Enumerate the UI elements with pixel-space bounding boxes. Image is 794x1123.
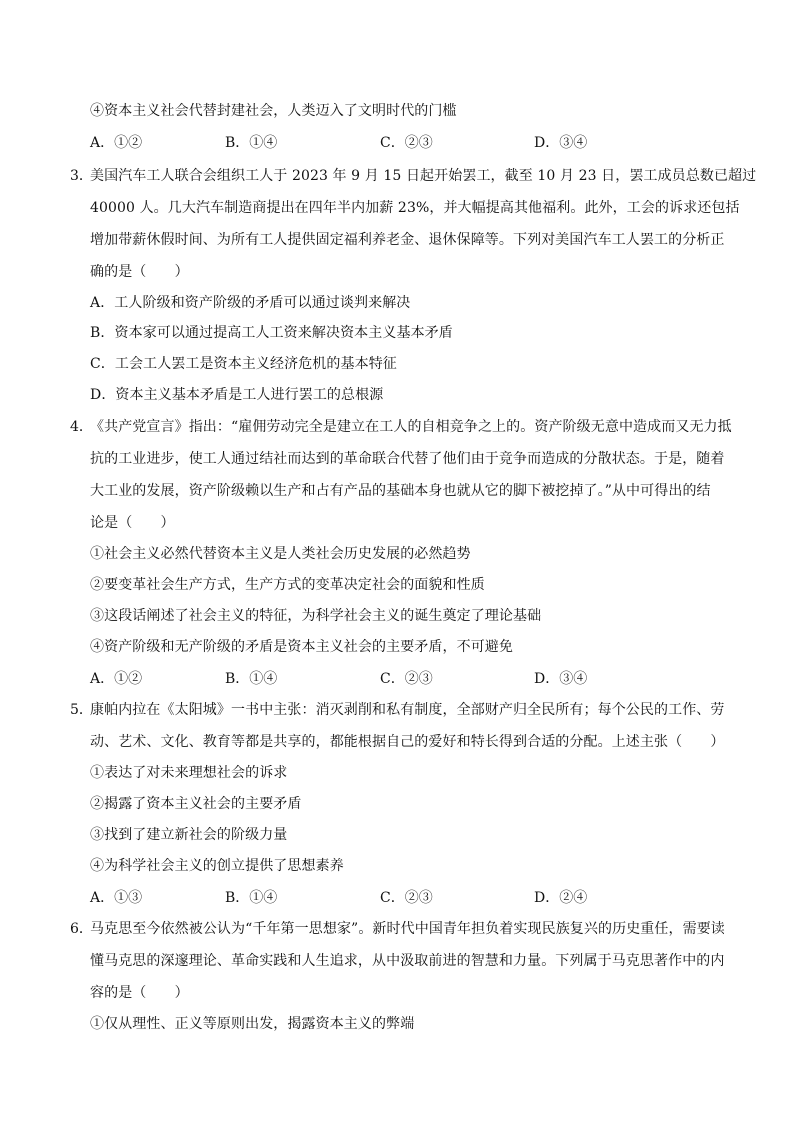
q6-item-1: ①仅从理性、正义等原则出发，揭露资本主义的弊端 bbox=[90, 1016, 415, 1032]
q4-option-a: A．①② bbox=[90, 671, 143, 687]
q3-choice-a: A．工人阶级和资产阶级的矛盾可以通过谈判来解决 bbox=[90, 295, 411, 311]
q4-option-d: D．③④ bbox=[534, 671, 588, 687]
q5-item-3: ③找到了建立新社会的阶级力量 bbox=[90, 827, 288, 843]
q2-option-a: A．①② bbox=[90, 135, 143, 151]
q2-option-d: D．③④ bbox=[534, 135, 588, 151]
q3-number: 3． bbox=[70, 168, 93, 184]
q5-option-a: A．①③ bbox=[90, 890, 143, 906]
q3-stem-line-2: 40000 人。几大汽车制造商提出在四年半内加薪 23%，并大幅提高其他福利。此外，工会的诉求还包括 bbox=[90, 200, 740, 216]
q4-option-c: C．②③ bbox=[380, 671, 433, 687]
q4-stem-line-2: 抗的工业进步，使工人通过结社而达到的革命联合代替了他们由于竞争而造成的分散状态。于是，随着 bbox=[90, 451, 725, 467]
q4-item-1: ①社会主义必然代替资本主义是人类社会历史发展的必然趋势 bbox=[90, 546, 471, 562]
q3-stem-line-1: 美国汽车工人联合会组织工人于 2023 年 9 月 15 日起开始罢工，截至 10 月 23 日，罢工成员总数已超过 bbox=[90, 168, 757, 184]
q4-option-b: B．①④ bbox=[225, 671, 278, 687]
q3-choice-b: B．资本家可以通过提高工人工资来解决资本主义基本矛盾 bbox=[90, 325, 453, 341]
q5-stem-line-2: 动、艺术、文化、教育等都是共享的，都能根据自己的爱好和特长得到合适的分配。上述主张（ ） bbox=[90, 734, 725, 750]
q5-number: 5． bbox=[70, 702, 93, 718]
q5-option-d: D．②④ bbox=[534, 890, 588, 906]
q4-stem-line-4: 论是（ ） bbox=[90, 515, 175, 531]
q3-choice-d: D．资本主义基本矛盾是工人进行罢工的总根源 bbox=[90, 387, 384, 403]
q6-stem-line-2: 懂马克思的深邃理论、革命实践和人生追求，从中汲取前进的智慧和力量。下列属于马克思著作中的内 bbox=[90, 953, 725, 969]
q3-stem-line-3: 增加带薪休假时间、为所有工人提供固定福利养老金、退休保障等。下列对美国汽车工人罢工的分析正 bbox=[90, 232, 725, 248]
q4-item-2: ②要变革社会生产方式，生产方式的变革决定社会的面貌和性质 bbox=[90, 577, 485, 593]
q4-stem-line-3: 大工业的发展，资产阶级赖以生产和占有产品的基础本身也就从它的脚下被挖掉了。”从中可得出的结 bbox=[90, 483, 711, 499]
q5-item-2: ②揭露了资本主义社会的主要矛盾 bbox=[90, 796, 302, 812]
q2-option-c: C．②③ bbox=[380, 135, 433, 151]
q2-item-4: ④资本主义社会代替封建社会，人类迈入了文明时代的门槛 bbox=[90, 103, 457, 119]
q6-number: 6． bbox=[70, 921, 93, 937]
q3-choice-c: C．工会工人罢工是资本主义经济危机的基本特征 bbox=[90, 356, 397, 372]
q4-number: 4． bbox=[70, 419, 93, 435]
q5-item-4: ④为科学社会主义的创立提供了思想素养 bbox=[90, 858, 344, 874]
q6-stem-line-3: 容的是（ ） bbox=[90, 985, 189, 1001]
q5-option-c: C．②③ bbox=[380, 890, 433, 906]
q2-option-b: B．①④ bbox=[225, 135, 278, 151]
q4-item-3: ③这段话阐述了社会主义的特征，为科学社会主义的诞生奠定了理论基础 bbox=[90, 608, 542, 624]
q4-stem-line-1: 《共产党宣言》指出：“雇佣劳动完全是建立在工人的自相竞争之上的。资产阶级无意中造成而又无力抵 bbox=[90, 419, 732, 435]
q4-item-4: ④资产阶级和无产阶级的矛盾是资本主义社会的主要矛盾，不可避免 bbox=[90, 639, 513, 655]
q6-stem-line-1: 马克思至今依然被公认为“千年第一思想家”。新时代中国青年担负着实现民族复兴的历史重任，需要读 bbox=[90, 921, 725, 937]
q5-stem-line-1: 康帕内拉在《太阳城》一书中主张：消灭剥削和私有制度，全部财产归全民所有；每个公民的工作、劳 bbox=[90, 702, 725, 718]
q5-option-b: B．①④ bbox=[225, 890, 278, 906]
q3-stem-line-4: 确的是（ ） bbox=[90, 264, 189, 280]
q5-item-1: ①表达了对未来理想社会的诉求 bbox=[90, 765, 288, 781]
